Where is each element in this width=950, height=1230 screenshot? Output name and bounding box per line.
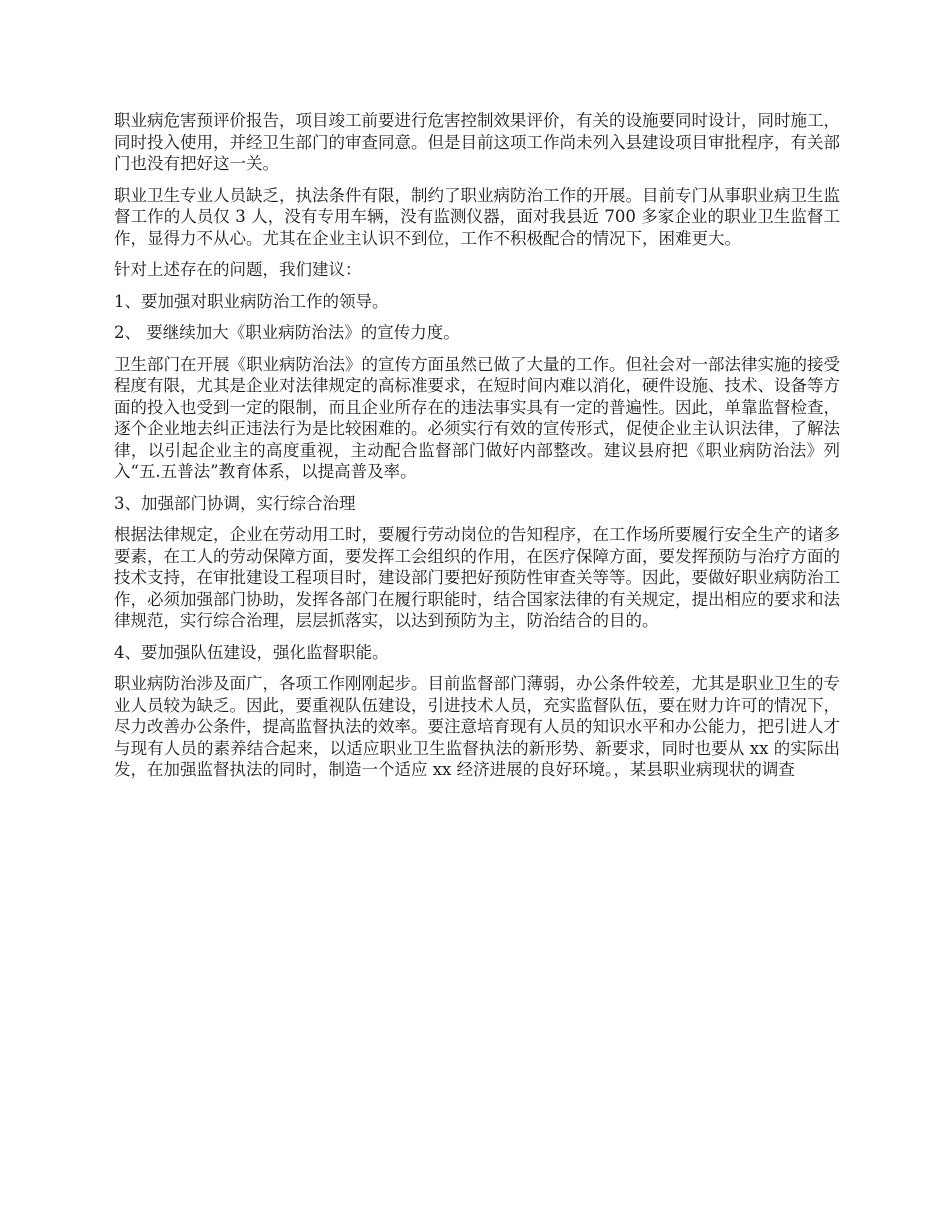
paragraph-staff-shortage: 职业卫生专业人员缺乏，执法条件有限，制约了职业病防治工作的开展。目前专门从事职业病卫生监督工作的人员仅 3 人，没有专用车辆，没有监测仪器，面对我县近 700 多家企业的职业卫生监督工作，显得力不从心。尤其在企业主认识不到位，工作不积极配合的情况下，困难更大。 xyxy=(114,185,840,248)
heading-item-2: 2、 要继续加大《职业病防治法》的宣传力度。 xyxy=(114,323,460,342)
paragraph-team-building: 职业病防治涉及面广，各项工作刚刚起步。目前监督部门薄弱，办公条件较差，尤其是职业卫生的专业人员较为缺乏。因此，要重视队伍建设，引进技术人员，充实监督队伍，要在财力许可的情况下，尽力改善办公条件，提高监督执法的效率。要注意培育现有人员的知识水平和办公能力，把引进人才与现有人员的素养结合起来，以适应职业卫生监督执法的新形势、新要求，同时也要从 xx 的实际出发，在加强监督执法的同时，制造一个适应 xx 经济进展的良好环境。，某县职业病现状的调查 xyxy=(114,674,840,779)
paragraph-coordination: 根据法律规定，企业在劳动用工时，要履行劳动岗位的告知程序，在工作场所要履行安全生产的诸多要素，在工人的劳动保障方面，要发挥工会组织的作用，在医疗保障方面，要发挥预防与治疗方面的技术支持，在审批建设工程项目时，建设部门要把好预防性审查关等等。因此，要做好职业病防治工作，必须加强部门协助，发挥各部门在履行职能时，结合国家法律的有关规定，提出相应的要求和法律规范，实行综合治理，层层抓落实，以达到预防为主，防治结合的目的。 xyxy=(114,525,840,630)
paragraph-suggestions-intro: 针对上述存在的问题，我们建议： xyxy=(114,260,362,279)
paragraph-preassessment: 职业病危害预评价报告，项目竣工前要进行危害控制效果评价，有关的设施要同时设计，同时施工，同时投入使用，并经卫生部门的审查同意。但是目前这项工作尚未列入县建设项目审批程序，有关部门也没有把好这一关。 xyxy=(114,111,840,173)
heading-item-4: 4、要加强队伍建设，强化监督职能。 xyxy=(114,642,389,662)
heading-item-3: 3、加强部门协调，实行综合治理 xyxy=(114,493,356,513)
heading-item-1: 1、要加强对职业病防治工作的领导。 xyxy=(114,291,389,311)
paragraph-publicity: 卫生部门在开展《职业病防治法》的宣传方面虽然已做了大量的工作。但社会对一部法律实施的接受程度有限，尤其是企业对法律规定的高标准要求，在短时间内难以消化，硬件设施、技术、设备等方面的投入也受到一定的限制，而且企业所存在的违法事实具有一定的普遍性。因此，单靠监督检查，逐个企业地去纠正违法行为是比较困难的。必须实行有效的宣传形式，促使企业主认识法律，了解法律，以引起企业主的高度重视，主动配合监督部门做好内部整改。建议县府把《职业病防治法》列入“五.五普法”教育体系，以提高普及率。 xyxy=(114,354,840,481)
document-body xyxy=(114,110,840,791)
